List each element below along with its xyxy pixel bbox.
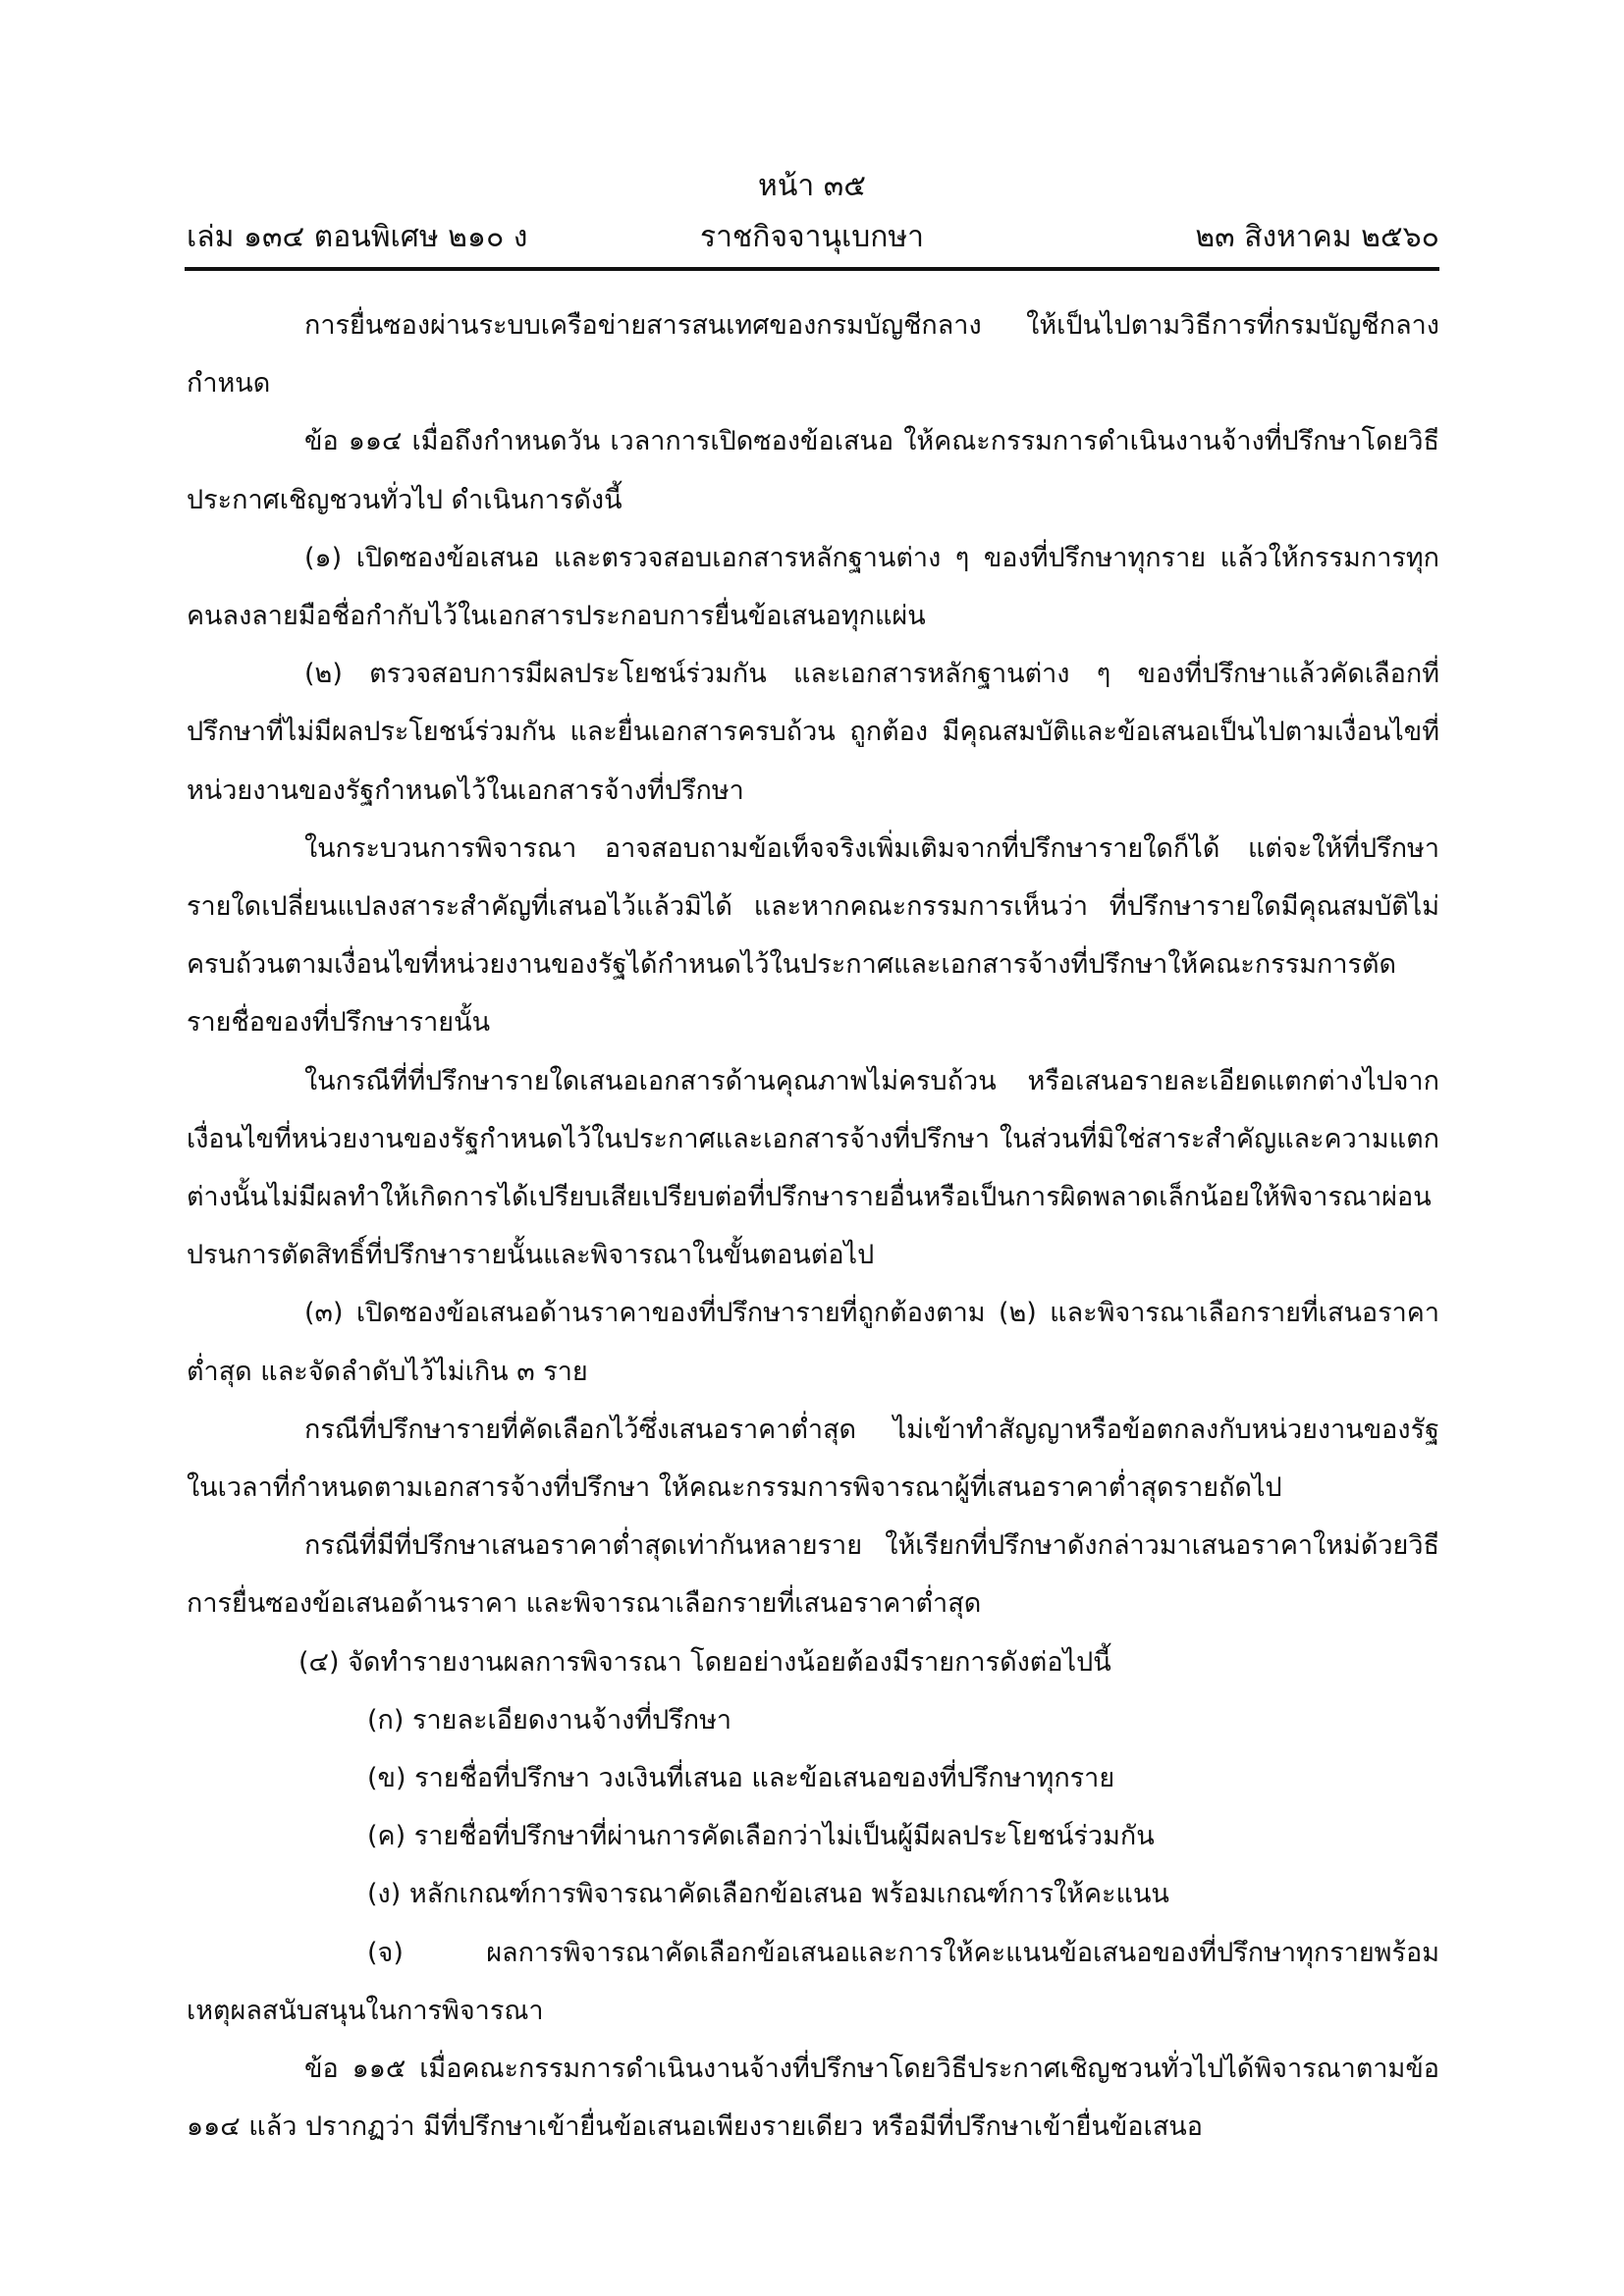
paragraph: ในกระบวนการพิจารณา อาจสอบถามข้อเท็จจริงเพิ่มเติมจากที่ปรึกษารายใดก็ได้ แต่จะให้ที่ปรึกษารายใดเปลี่ยนแปลงสาระสำคัญที่เสนอไว้แล้วมิได้ และหากคณะกรรมการเห็นว่า ที่ปรึกษารายใดมีคุณสมบัติไม่ครบถ้วนตามเงื่อนไขที่หน่วยงานของรัฐได้กำหนดไว้ในประกาศและเอกสารจ้างที่ปรึกษาให้คณะกรรมการตัดรายชื่อของที่ปรึกษารายนั้น xyxy=(187,832,1439,1039)
paragraph: ในกรณีที่ที่ปรึกษารายใดเสนอเอกสารด้านคุณภาพไม่ครบถ้วน หรือเสนอรายละเอียดแตกต่างไปจากเงื่อนไขที่หน่วยงานของรัฐกำหนดไว้ในประกาศและเอกสารจ้างที่ปรึกษา ในส่วนที่มิใช่สาระสำคัญและความแตกต่างนั้นไม่มีผลทำให้เกิดการได้เปรียบเสียเปรียบต่อที่ปรึกษารายอื่นหรือเป็นการผิดพลาดเล็กน้อยให้พิจารณาผ่อนปรนการตัดสิทธิ์ที่ปรึกษารายนั้นและพิจารณาในขั้นตอนต่อไป xyxy=(187,1065,1439,1271)
item-3: (๓) เปิดซองข้อเสนอด้านราคาของที่ปรึกษารายที่ถูกต้องตาม (๒) และพิจารณาเลือกรายที่เสนอราคาต่ำสุด และจัดลำดับไว้ไม่เกิน ๓ ราย xyxy=(187,1298,1439,1387)
sub-item-c: (ค) รายชื่อที่ปรึกษาที่ผ่านการคัดเลือกว่าไม่เป็นผู้มีผลประโยชน์ร่วมกัน xyxy=(367,1821,1155,1852)
sub-item-e: (จ) ผลการพิจารณาคัดเลือกข้อเสนอและการให้คะแนนข้อเสนอของที่ปรึกษาทุกรายพร้อมเหตุผลสนับสนุนในการพิจารณา xyxy=(187,1937,1439,2026)
sub-item-d: (ง) หลักเกณฑ์การพิจารณาคัดเลือกข้อเสนอ พร้อมเกณฑ์การให้คะแนน xyxy=(367,1879,1169,1910)
sub-item-a: (ก) รายละเอียดงานจ้างที่ปรึกษา xyxy=(367,1704,732,1735)
paragraph: การยื่นซองผ่านระบบเครือข่ายสารสนเทศของกรมบัญชีกลาง ให้เป็นไปตามวิธีการที่กรมบัญชีกลางกำหนด xyxy=(187,310,1439,400)
volume-issue: เล่ม ๑๓๔ ตอนพิเศษ ๒๑๐ ง xyxy=(187,220,528,254)
sub-item-b: (ข) รายชื่อที่ปรึกษา วงเงินที่เสนอ และข้อเสนอของที่ปรึกษาทุกราย xyxy=(367,1763,1115,1794)
clause-114: ข้อ ๑๑๔ เมื่อถึงกำหนดวัน เวลาการเปิดซองข้อเสนอ ให้คณะกรรมการดำเนินงานจ้างที่ปรึกษาโดยวิธีประกาศเชิญชวนทั่วไป ดำเนินการดังนี้ xyxy=(187,426,1439,515)
paragraph: กรณีที่มีที่ปรึกษาเสนอราคาต่ำสุดเท่ากันหลายราย ให้เรียกที่ปรึกษาดังกล่าวมาเสนอราคาใหม่ด้วยวิธีการยื่นซองข้อเสนอด้านราคา และพิจารณาเลือกรายที่เสนอราคาต่ำสุด xyxy=(187,1530,1439,1620)
publication-date: ๒๓ สิงหาคม ๒๕๖๐ xyxy=(1195,220,1439,254)
document-body xyxy=(187,296,1439,2157)
item-2: (๒) ตรวจสอบการมีผลประโยชน์ร่วมกัน และเอกสารหลักฐานต่าง ๆ ของที่ปรึกษาแล้วคัดเลือกที่ปรึกษาที่ไม่มีผลประโยชน์ร่วมกัน และยื่นเอกสารครบถ้วน ถูกต้อง มีคุณสมบัติและข้อเสนอเป็นไปตามเงื่อนไขที่หน่วยงานของรัฐกำหนดไว้ในเอกสารจ้างที่ปรึกษา xyxy=(187,659,1439,806)
page-number: หน้า ๓๕ xyxy=(758,169,866,203)
item-1: (๑) เปิดซองข้อเสนอ และตรวจสอบเอกสารหลักฐานต่าง ๆ ของที่ปรึกษาทุกราย แล้วให้กรรมการทุกคนลงลายมือชื่อกำกับไว้ในเอกสารประกอบการยื่นข้อเสนอทุกแผ่น xyxy=(187,542,1439,632)
item-4: (๔) จัดทำรายงานผลการพิจารณา โดยอย่างน้อยต้องมีรายการดังต่อไปนี้ xyxy=(298,1646,1111,1678)
header-rule xyxy=(185,267,1439,271)
clause-115: ข้อ ๑๑๕ เมื่อคณะกรรมการดำเนินงานจ้างที่ปรึกษาโดยวิธีประกาศเชิญชวนทั่วไปได้พิจารณาตามข้อ ๑๑๔ แล้ว ปรากฏว่า มีที่ปรึกษาเข้ายื่นข้อเสนอเพียงรายเดียว หรือมีที่ปรึกษาเข้ายื่นข้อเสนอ xyxy=(187,2054,1439,2143)
publication-title: ราชกิจจานุเบกษา xyxy=(699,220,925,254)
paragraph: กรณีที่ปรึกษารายที่คัดเลือกไว้ซึ่งเสนอราคาต่ำสุด ไม่เข้าทำสัญญาหรือข้อตกลงกับหน่วยงานของรัฐในเวลาที่กำหนดตามเอกสารจ้างที่ปรึกษา ให้คณะกรรมการพิจารณาผู้ที่เสนอราคาต่ำสุดรายถัดไป xyxy=(187,1414,1439,1504)
